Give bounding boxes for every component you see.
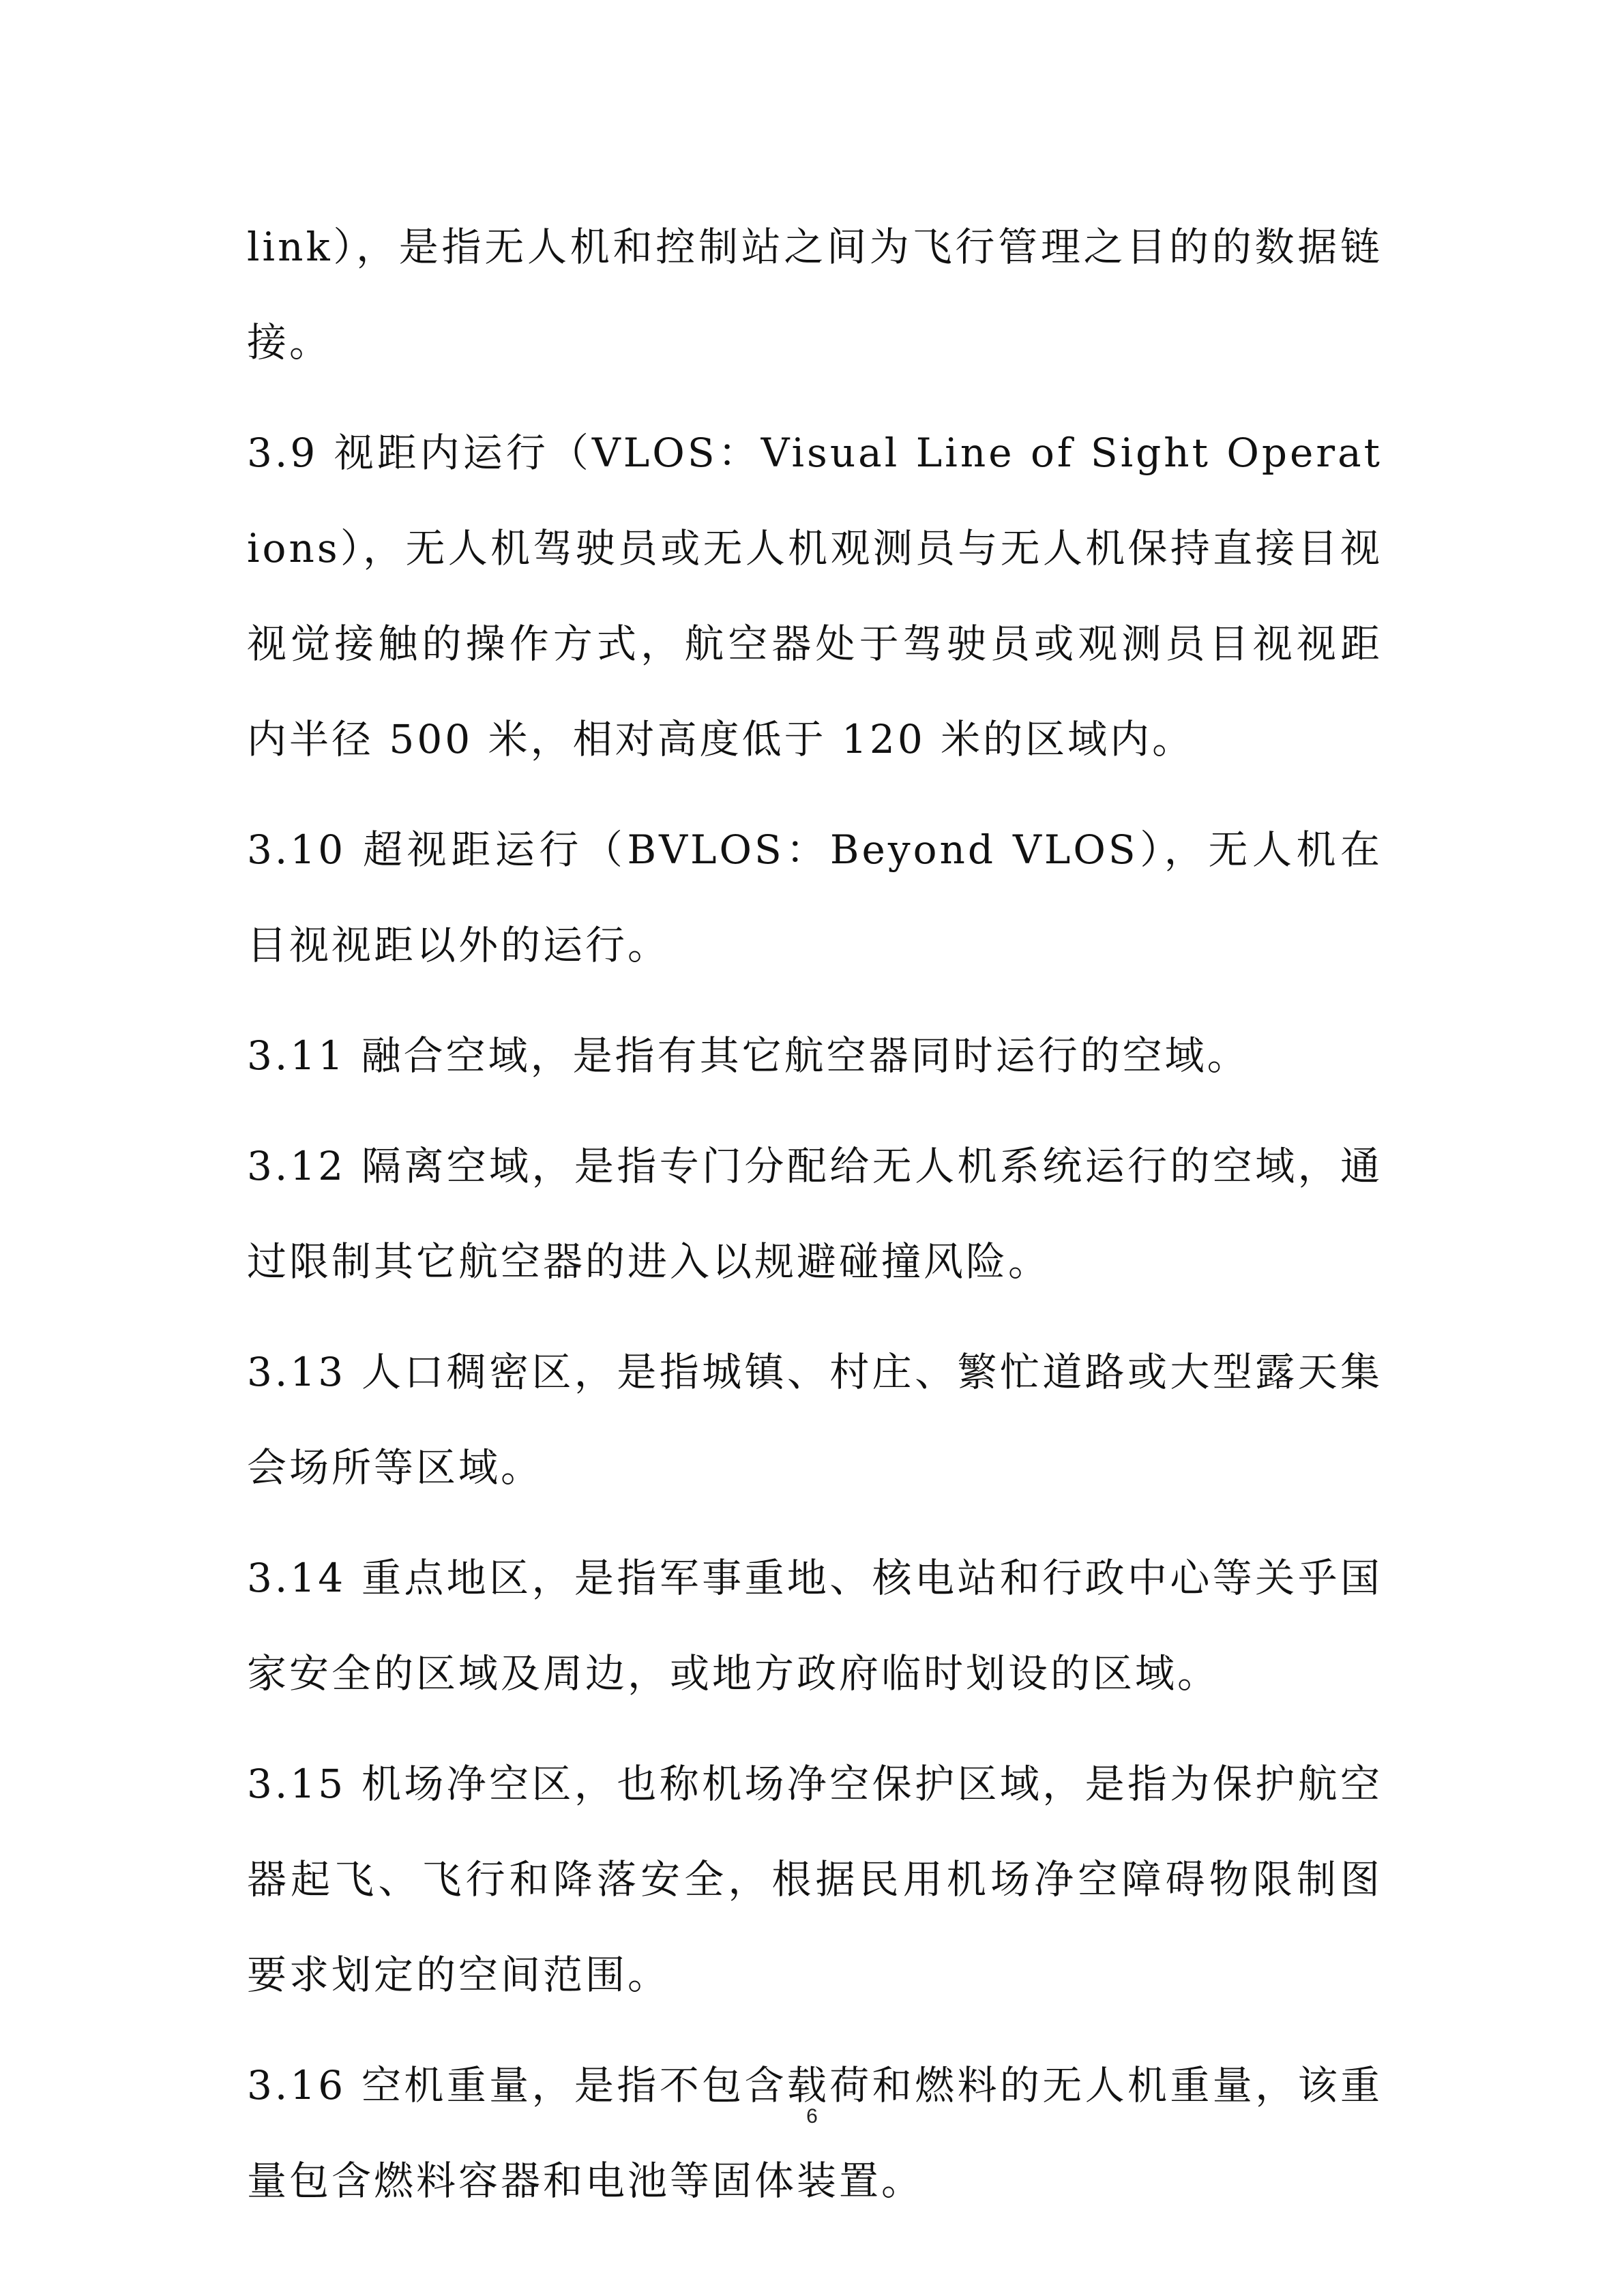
document-body <box>247 199 1383 2243</box>
paragraph-3-13-populated-area: 3.13 人口稠密区，是指城镇、村庄、繁忙道路或大型露天集会场所等区域。 <box>247 1349 1383 1491</box>
paragraph-3-16-empty-weight: 3.16 空机重量，是指不包含载荷和燃料的无人机重量，该重量包含燃料容器和电池等固体装置。 <box>247 2062 1383 2204</box>
paragraph-3-11-integrated-airspace: 3.11 融合空域，是指有其它航空器同时运行的空域。 <box>247 1032 1250 1079</box>
paragraph-3-12-segregated-airspace: 3.12 隔离空域，是指专门分配给无人机系统运行的空域，通过限制其它航空器的进入以规避碰撞风险。 <box>247 1143 1383 1285</box>
paragraph-3-14-key-area: 3.14 重点地区，是指军事重地、核电站和行政中心等关乎国家安全的区域及周边，或地方政府临时划设的区域。 <box>247 1555 1383 1697</box>
paragraph-3-9-vlos: 3.9 视距内运行（VLOS：Visual Line of Sight Operations），无人机驾驶员或无人机观测员与无人机保持直接目视视觉接触的操作方式，航空器处于驾驶员或观测员目视视距内半径 500 米，相对高度低于 120 米的区域内。 <box>247 430 1383 762</box>
paragraph-3-8-continuation: link），是指无人机和控制站之间为飞行管理之目的的数据链接。 <box>247 224 1383 366</box>
paragraph-3-10-bvlos: 3.10 超视距运行（BVLOS：Beyond VLOS），无人机在目视视距以外的运行。 <box>247 826 1383 968</box>
paragraph-3-15-airport-clearance: 3.15 机场净空区，也称机场净空保护区域，是指为保护航空器起飞、飞行和降落安全，根据民用机场净空障碍物限制图要求划定的空间范围。 <box>247 1761 1383 1998</box>
page-number: 6 <box>806 2105 818 2128</box>
